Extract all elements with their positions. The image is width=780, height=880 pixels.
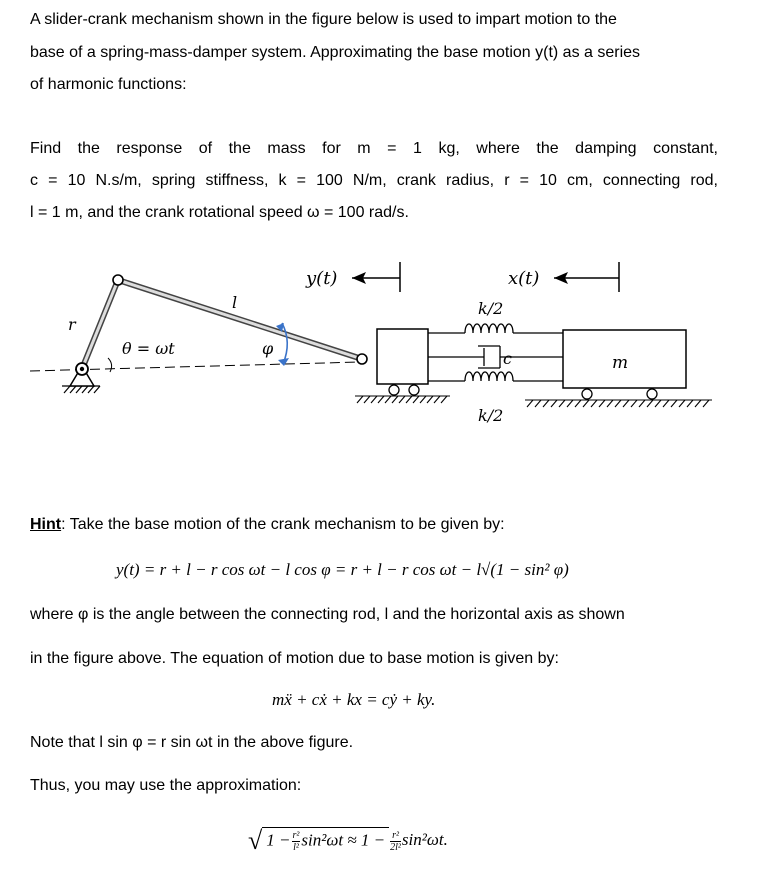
frac1-num: r² [292, 829, 300, 841]
thus-line: Thus, you may use the approximation: [30, 777, 302, 794]
hint-text: : Take the base motion of the crank mechanism to be given by: [61, 516, 505, 533]
label-y: y(t) [306, 268, 338, 289]
label-theta: θ = ωt [122, 339, 175, 358]
note-line: Note that l sin φ = r sin ωt in the above figure. [30, 734, 354, 751]
problem-line-1: A slider-crank mechanism shown in the figure below is used to impart motion to the [30, 11, 617, 28]
label-r: r [68, 315, 76, 334]
label-phi: φ [262, 339, 274, 358]
hint-label: Hint [30, 516, 62, 533]
base-block [377, 329, 428, 384]
crank-pin [113, 275, 123, 285]
problem-line-3: of harmonic functions: [30, 76, 187, 93]
damper [428, 346, 563, 368]
mass-wheel-left [582, 389, 592, 399]
label-l: l [232, 293, 238, 312]
base-wheel-right [409, 385, 419, 395]
mass-ground [525, 400, 712, 407]
spring-bottom [428, 372, 563, 381]
frac1-den: l² [293, 841, 299, 853]
base-ground [355, 396, 450, 403]
base-motion-equation: y(t) = r + l − r cos ωt − l cos φ = r + l − r cos ωt − l√(1 − sin² φ) [116, 560, 569, 579]
approx-mid: sin²ωt ≈ 1 − [301, 829, 386, 849]
where-line-1: where φ is the angle between the connecting rod, l and the horizontal axis as shown [30, 606, 625, 623]
where-line-2: in the figure above. The equation of motion due to base motion is given by: [30, 650, 559, 667]
label-c: c [503, 349, 512, 368]
label-m: m [612, 353, 629, 373]
frac2-den: 2l² [390, 841, 401, 853]
approx-right: sin²ωt. [401, 829, 448, 849]
hint-line [30, 509, 730, 540]
problem-line-2: base of a spring-mass-damper system. Approximating the base motion y(t) as a series [30, 44, 641, 61]
crank-ground [62, 386, 100, 393]
mass-wheel-right [647, 389, 657, 399]
find-line-1: Find the response of the mass for m = 1 kg, where the damping constant, [30, 140, 718, 157]
rod-end-pin [357, 354, 367, 364]
phi-arc [282, 323, 287, 364]
base-wheel-left [389, 385, 399, 395]
label-x: x(t) [508, 268, 540, 289]
find-line-3: l = 1 m, and the crank rotational speed ω = 100 rad/s. [30, 204, 409, 221]
spring-top [428, 324, 563, 333]
approx-left: 1 − [266, 829, 291, 849]
label-k2-bottom: k/2 [478, 406, 504, 425]
approximation-equation: √ 1 − $\frac{\text{r²}}{\text{l²}}$ sin²ωt ≈ 1 − $\frac{\text{r²}}{\text{2l²}}$ sin²ωt. [248, 826, 448, 855]
label-k2-top: k/2 [478, 299, 504, 318]
slider-crank-figure [0, 250, 780, 450]
equation-of-motion: mẍ + cẋ + kx = cẏ + ky. [272, 690, 436, 709]
find-line-2: c = 10 N.s/m, spring stiffness, k = 100 N/m, crank radius, r = 10 cm, connecting rod, [30, 172, 718, 189]
frac2-num: r² [392, 829, 399, 841]
